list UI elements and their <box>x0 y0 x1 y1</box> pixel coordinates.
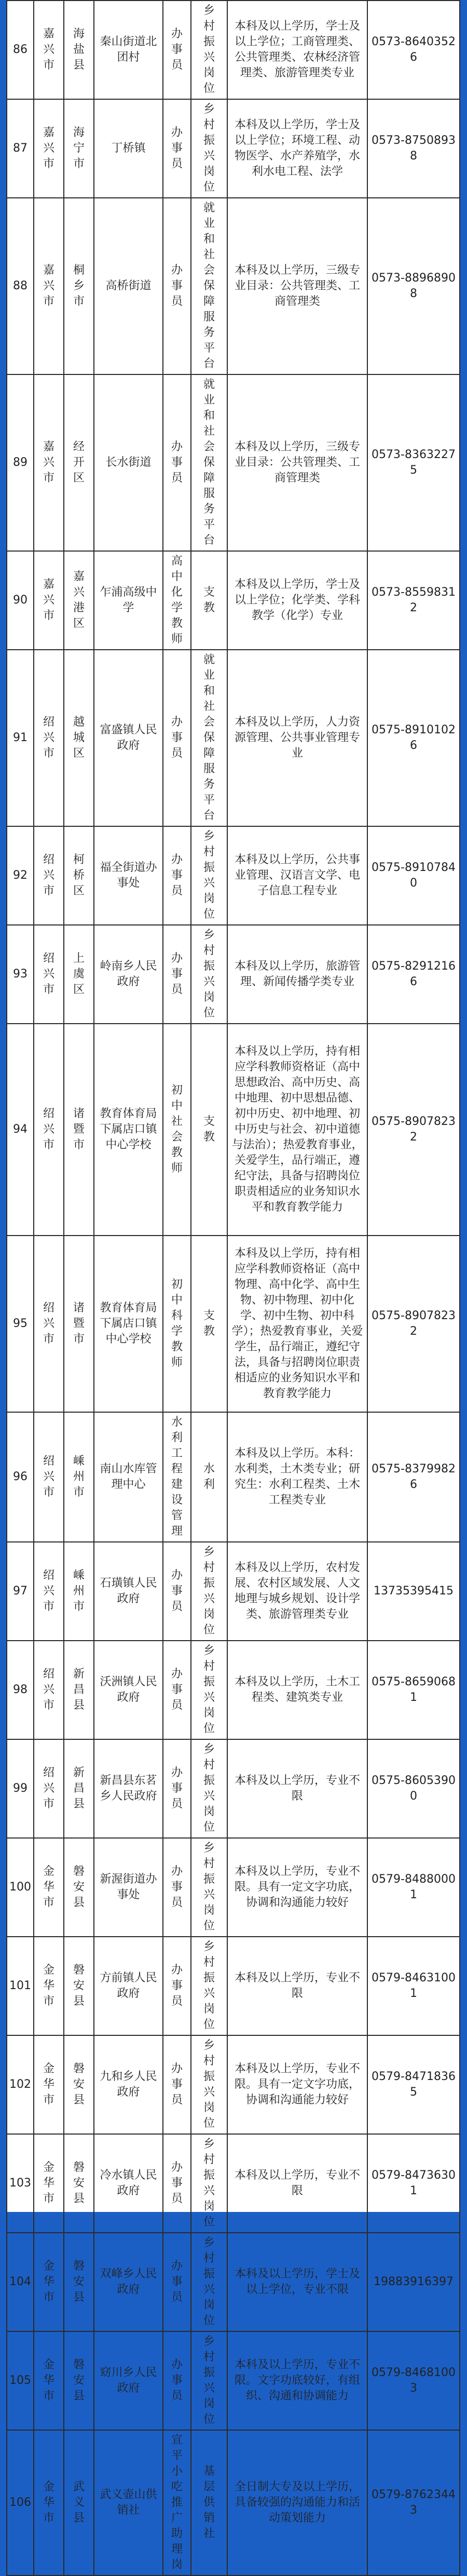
cell-city <box>34 2331 64 2430</box>
cell-post-type-text: 办事员 <box>171 28 183 72</box>
cell-county <box>64 1412 94 1542</box>
cell-post-text: 乡村振兴岗位 <box>203 1546 215 1636</box>
cell-county <box>64 2035 94 2134</box>
cell-city <box>34 374 64 551</box>
cell-post-text: 乡村振兴岗位 <box>203 2138 215 2229</box>
cell-post-type <box>163 826 191 925</box>
cell-post-text: 乡村振兴岗位 <box>203 1842 215 1933</box>
cell-post-type-text: 宣平小吃推广助理岗 <box>171 2434 183 2571</box>
cell-number: 93 <box>7 925 34 1024</box>
cell-county-text: 柯桥区 <box>73 853 85 897</box>
recruitment-table <box>6 0 460 2576</box>
cell-post-type <box>163 374 191 551</box>
cell-number: 95 <box>7 1236 34 1412</box>
cell-county-text: 磐安县 <box>73 2358 85 2403</box>
cell-county-text: 武义县 <box>73 2480 85 2525</box>
cell-post-text: 乡村振兴岗位 <box>203 1940 215 2031</box>
cell-city-text: 绍兴市 <box>43 1302 54 1346</box>
cell-city <box>34 2430 64 2575</box>
cell-post <box>191 650 227 826</box>
cell-phone: 0575-83799826 <box>367 1412 460 1542</box>
cell-post-type-text: 办事员 <box>171 126 183 170</box>
cell-city-text: 嘉兴市 <box>43 264 54 308</box>
cell-requirements: 本科及以上学历，专业不限 <box>227 1739 367 1838</box>
cell-post-type <box>163 1024 191 1236</box>
cell-city-text: 金华市 <box>43 1964 54 2008</box>
cell-unit: 双峰乡人民政府 <box>94 2233 163 2331</box>
cell-county <box>64 826 94 925</box>
table-row <box>7 1937 460 2035</box>
cell-number: 100 <box>7 1838 34 1937</box>
cell-requirements: 本科及以上学历，学士及以上学位；环境工程、动物医学、水产养殖学，水利水电工程、法学 <box>227 99 367 198</box>
cell-county-text: 嵊州市 <box>73 1455 85 1499</box>
cell-requirements: 本科及以上学历，人力资源管理、公共事业管理专业 <box>227 650 367 826</box>
cell-post-type <box>163 1412 191 1542</box>
cell-phone: 0575-89078232 <box>367 1236 460 1412</box>
cell-unit: 秦山街道北团村 <box>94 1 163 99</box>
cell-requirements: 本科及以上学历，学士及以上学位；工商管理类、公共管理类、农林经济管理类、旅游管理类专业 <box>227 1 367 99</box>
cell-county-text: 海盐县 <box>73 28 85 72</box>
cell-city <box>34 2035 64 2134</box>
cell-county-text: 磐安县 <box>73 2161 85 2205</box>
cell-post <box>191 2134 227 2233</box>
cell-post-text: 乡村振兴岗位 <box>203 830 215 921</box>
cell-number: 103 <box>7 2134 34 2233</box>
cell-city-text: 绍兴市 <box>43 853 54 897</box>
cell-post-type <box>163 198 191 374</box>
cell-county-text: 海宁市 <box>73 126 85 170</box>
cell-county <box>64 198 94 374</box>
cell-number: 86 <box>7 1 34 99</box>
cell-post-type <box>163 925 191 1024</box>
cell-unit: 教育体育局下属店口镇中心学校 <box>94 1236 163 1412</box>
cell-city <box>34 1542 64 1641</box>
cell-post-type <box>163 2331 191 2430</box>
cell-county <box>64 1937 94 2035</box>
table-row <box>7 650 460 826</box>
table-row <box>7 1838 460 1937</box>
cell-post <box>191 374 227 551</box>
cell-post-type-text: 办事员 <box>171 2161 183 2205</box>
cell-phone: 0575-86053900 <box>367 1739 460 1838</box>
cell-city <box>34 650 64 826</box>
cell-county <box>64 2134 94 2233</box>
cell-post-text: 乡村振兴岗位 <box>203 2039 215 2130</box>
cell-county <box>64 1838 94 1937</box>
cell-post-text: 乡村振兴岗位 <box>203 1644 215 1735</box>
cell-phone: 0573-87508938 <box>367 99 460 198</box>
cell-post <box>191 925 227 1024</box>
document-page <box>6 0 459 2571</box>
cell-requirements: 本科及以上学历，旅游管理、新闻传播学类专业 <box>227 925 367 1024</box>
cell-phone: 0575-89078232 <box>367 1024 460 1236</box>
cell-city <box>34 198 64 374</box>
table-row <box>7 826 460 925</box>
cell-phone: 0575-86590681 <box>367 1641 460 1739</box>
cell-county-text: 磐安县 <box>73 2062 85 2107</box>
cell-unit: 福全街道办事处 <box>94 826 163 925</box>
cell-requirements: 本科及以上学历，专业不限 <box>227 2134 367 2233</box>
cell-phone: 0573-86403526 <box>367 1 460 99</box>
cell-city <box>34 1024 64 1236</box>
cell-unit: 新昌县东茗乡人民政府 <box>94 1739 163 1838</box>
cell-post-text: 支教 <box>203 1309 215 1338</box>
cell-post <box>191 1739 227 1838</box>
cell-post-type <box>163 1937 191 2035</box>
cell-post <box>191 1641 227 1739</box>
cell-unit: 窈川乡人民政府 <box>94 2331 163 2430</box>
cell-city-text: 金华市 <box>43 1865 54 1909</box>
cell-county <box>64 1542 94 1641</box>
cell-post-text: 就业和社会保障服务平台 <box>203 653 215 822</box>
cell-unit: 方前镇人民政府 <box>94 1937 163 2035</box>
cell-requirements: 本科及以上学历。本科：水利类，土木类专业；研究生：水利工程类、土木工程类专业 <box>227 1412 367 1542</box>
cell-post-text: 乡村振兴岗位 <box>203 103 215 194</box>
cell-post-type-text: 办事员 <box>171 2062 183 2107</box>
cell-county-text: 嵊州市 <box>73 1569 85 1613</box>
cell-phone: 0579-84681003 <box>367 2331 460 2430</box>
cell-requirements: 本科及以上学历，专业不限。具有一定文字功底，协调和沟通能力较好 <box>227 2035 367 2134</box>
cell-unit: 富盛镇人民政府 <box>94 650 163 826</box>
cell-county <box>64 99 94 198</box>
cell-city-text: 绍兴市 <box>43 1766 54 1810</box>
cell-city-text: 绍兴市 <box>43 1455 54 1499</box>
cell-post-text: 支教 <box>203 586 215 614</box>
cell-requirements: 全日制大专及以上学历，具备较强的沟通能力和活动策划能力 <box>227 2430 367 2575</box>
table-row <box>7 551 460 650</box>
table-row <box>7 1 460 99</box>
table-row <box>7 1412 460 1542</box>
cell-post-type-text: 办事员 <box>171 264 183 308</box>
cell-post-type <box>163 1236 191 1412</box>
cell-city <box>34 1 64 99</box>
table-row <box>7 1641 460 1739</box>
cell-number: 89 <box>7 374 34 551</box>
cell-city <box>34 2134 64 2233</box>
cell-city <box>34 1641 64 1739</box>
table-row <box>7 2331 460 2430</box>
cell-city-text: 绍兴市 <box>43 1107 54 1151</box>
cell-city-text: 嘉兴市 <box>43 440 54 485</box>
cell-post-type-text: 初中科学教师 <box>171 1278 183 1369</box>
cell-number: 88 <box>7 198 34 374</box>
cell-post <box>191 826 227 925</box>
cell-number: 102 <box>7 2035 34 2134</box>
table-row <box>7 374 460 551</box>
cell-county-text: 新昌县 <box>73 1766 85 1810</box>
table-body <box>7 1 460 2575</box>
table-row <box>7 1542 460 1641</box>
cell-post-type-text: 办事员 <box>171 716 183 760</box>
cell-city <box>34 99 64 198</box>
cell-number: 91 <box>7 650 34 826</box>
cell-county <box>64 2430 94 2575</box>
cell-number: 96 <box>7 1412 34 1542</box>
cell-number: 98 <box>7 1641 34 1739</box>
cell-requirements: 本科及以上学历，农村发展、农村区域发展、人文地理与城乡规划、设计学类、旅游管理类专业 <box>227 1542 367 1641</box>
table-row <box>7 1024 460 1236</box>
cell-phone: 19883916397 <box>367 2233 460 2331</box>
cell-requirements: 本科及以上学历，专业不限 <box>227 1937 367 2035</box>
cell-number: 106 <box>7 2430 34 2575</box>
cell-number: 101 <box>7 1937 34 2035</box>
cell-post-text: 乡村振兴岗位 <box>203 929 215 1019</box>
table-row <box>7 198 460 374</box>
cell-requirements: 本科及以上学历，学士及以上学位，专业不限 <box>227 2233 367 2331</box>
cell-post <box>191 1236 227 1412</box>
table-row <box>7 2430 460 2575</box>
table-row <box>7 99 460 198</box>
cell-post-type <box>163 1 191 99</box>
cell-unit: 乍浦高级中学 <box>94 551 163 650</box>
cell-city-text: 金华市 <box>43 2062 54 2107</box>
cell-post-type-text: 高中化学教师 <box>171 555 183 646</box>
cell-city-text: 嘉兴市 <box>43 578 54 622</box>
cell-city-text: 金华市 <box>43 2260 54 2304</box>
cell-unit: 新渥街道办事处 <box>94 1838 163 1937</box>
cell-city <box>34 1412 64 1542</box>
cell-post-text: 乡村振兴岗位 <box>203 2236 215 2327</box>
cell-requirements: 本科及以上学历，公共事业管理、汉语言文学、电子信息工程专业 <box>227 826 367 925</box>
table-row <box>7 1739 460 1838</box>
cell-unit: 武义壶山供销社 <box>94 2430 163 2575</box>
cell-unit: 丁桥镇 <box>94 99 163 198</box>
table-row <box>7 2233 460 2331</box>
cell-county <box>64 1 94 99</box>
cell-requirements: 本科及以上学历，专业不限。具有一定文字功底，协调和沟通能力较好 <box>227 1838 367 1937</box>
cell-post <box>191 1024 227 1236</box>
cell-post-type-text: 办事员 <box>171 2260 183 2304</box>
cell-phone: 0573-83632275 <box>367 374 460 551</box>
table-row <box>7 2035 460 2134</box>
cell-city-text: 绍兴市 <box>43 952 54 996</box>
cell-post-type-text: 办事员 <box>171 1964 183 2008</box>
cell-post-text: 水利 <box>203 1463 215 1491</box>
cell-post-type-text: 办事员 <box>171 440 183 485</box>
cell-post-type <box>163 1739 191 1838</box>
cell-unit: 岭南乡人民政府 <box>94 925 163 1024</box>
cell-unit: 教育体育局下属店口镇中心学校 <box>94 1024 163 1236</box>
cell-county <box>64 1024 94 1236</box>
cell-requirements: 本科及以上学历，土木工程类、建筑类专业 <box>227 1641 367 1739</box>
cell-post-type-text: 办事员 <box>171 1569 183 1613</box>
cell-post-type-text: 办事员 <box>171 952 183 996</box>
cell-post-text: 乡村振兴岗位 <box>203 1743 215 1834</box>
cell-requirements: 本科及以上学历，持有相应学科教师资格证（高中物理、高中化学、高中生物、初中物理、初中化学、初中生物、初中科学）；热爱教育事业，关爱学生，品行端正，遵纪守法，具备与招聘岗位职责相适应的业务知识水平和教育教学能力 <box>227 1236 367 1412</box>
cell-number: 90 <box>7 551 34 650</box>
cell-post-type <box>163 1838 191 1937</box>
cell-city <box>34 826 64 925</box>
cell-unit: 冷水镇人民政府 <box>94 2134 163 2233</box>
cell-county-text: 磐安县 <box>73 1964 85 2008</box>
cell-phone: 0575-89101026 <box>367 650 460 826</box>
cell-number: 87 <box>7 99 34 198</box>
cell-county <box>64 374 94 551</box>
cell-phone: 0575-89107840 <box>367 826 460 925</box>
cell-requirements: 本科及以上学历，持有相应学科教师资格证（高中思想政治、高中历史、高中地理、初中思想品德、初中历史、初中地理、初中历史与社会、初中道德与法治）；热爱教育事业，关爱学生，品行端正，遵纪守法，具备与招聘岗位职责相适应的业务知识水平和教育教学能力 <box>227 1024 367 1236</box>
cell-post-type <box>163 1542 191 1641</box>
cell-post <box>191 2331 227 2430</box>
cell-county-text: 诸暨市 <box>73 1107 85 1151</box>
cell-county-text: 桐乡市 <box>73 264 85 308</box>
cell-post-type-text: 办事员 <box>171 853 183 897</box>
cell-city-text: 绍兴市 <box>43 1569 54 1613</box>
cell-post-text: 就业和社会保障服务平台 <box>203 378 215 547</box>
cell-county-text: 嘉兴港区 <box>73 570 85 630</box>
cell-phone: 0579-84736301 <box>367 2134 460 2233</box>
cell-post <box>191 1838 227 1937</box>
cell-number: 97 <box>7 1542 34 1641</box>
cell-number: 105 <box>7 2331 34 2430</box>
cell-post-type <box>163 650 191 826</box>
cell-county-text: 经开区 <box>73 440 85 485</box>
cell-unit: 石璜镇人民政府 <box>94 1542 163 1641</box>
cell-unit: 长水街道 <box>94 374 163 551</box>
cell-requirements: 本科及以上学历，三级专业目录：公共管理类、工商管理类 <box>227 198 367 374</box>
cell-county-text: 新昌县 <box>73 1668 85 1712</box>
cell-post-type <box>163 1641 191 1739</box>
cell-post-text: 基层供销社 <box>203 2465 215 2540</box>
cell-county <box>64 650 94 826</box>
cell-number: 94 <box>7 1024 34 1236</box>
cell-post <box>191 551 227 650</box>
cell-unit: 沃洲镇人民政府 <box>94 1641 163 1739</box>
cell-phone: 13735395415 <box>367 1542 460 1641</box>
cell-city <box>34 551 64 650</box>
cell-post <box>191 1937 227 2035</box>
cell-post-type-text: 办事员 <box>171 1865 183 1909</box>
cell-post-type <box>163 2430 191 2575</box>
cell-requirements: 本科及以上学历，学士及以上学位；化学类、学科教学（化学）专业 <box>227 551 367 650</box>
cell-phone: 0579-84631001 <box>367 1937 460 2035</box>
cell-unit: 九和乡人民政府 <box>94 2035 163 2134</box>
cell-city <box>34 1236 64 1412</box>
cell-county <box>64 1236 94 1412</box>
cell-post-text: 乡村振兴岗位 <box>203 4 215 95</box>
cell-city-text: 嘉兴市 <box>43 126 54 170</box>
cell-county <box>64 2331 94 2430</box>
cell-city-text: 嘉兴市 <box>43 28 54 72</box>
cell-phone: 0573-85598312 <box>367 551 460 650</box>
table-row <box>7 2134 460 2233</box>
cell-post-text: 支教 <box>203 1115 215 1144</box>
cell-requirements: 本科及以上学历，三级专业目录：公共管理类、工商管理类 <box>227 374 367 551</box>
cell-post-type <box>163 2035 191 2134</box>
cell-number: 99 <box>7 1739 34 1838</box>
cell-post-type-text: 初中社会教师 <box>171 1084 183 1175</box>
cell-city <box>34 2233 64 2331</box>
cell-post-type-text: 办事员 <box>171 2358 183 2403</box>
cell-county <box>64 925 94 1024</box>
cell-county-text: 磐安县 <box>73 1865 85 1909</box>
cell-number: 104 <box>7 2233 34 2331</box>
cell-county-text: 上虞区 <box>73 952 85 996</box>
cell-city-text: 金华市 <box>43 2161 54 2205</box>
cell-post <box>191 99 227 198</box>
cell-number: 92 <box>7 826 34 925</box>
cell-county-text: 磐安县 <box>73 2260 85 2304</box>
cell-city-text: 金华市 <box>43 2480 54 2525</box>
cell-unit: 高桥街道 <box>94 198 163 374</box>
cell-city <box>34 1739 64 1838</box>
cell-post <box>191 1412 227 1542</box>
cell-city-text: 绍兴市 <box>43 1668 54 1712</box>
cell-city <box>34 925 64 1024</box>
cell-post-type <box>163 2134 191 2233</box>
cell-unit: 南山水库管理中心 <box>94 1412 163 1542</box>
cell-county-text: 诸暨市 <box>73 1302 85 1346</box>
cell-post <box>191 2233 227 2331</box>
cell-city <box>34 1838 64 1937</box>
table-row <box>7 1236 460 1412</box>
cell-county <box>64 2233 94 2331</box>
cell-post-type-text: 办事员 <box>171 1668 183 1712</box>
cell-post <box>191 198 227 374</box>
table-row <box>7 925 460 1024</box>
cell-city-text: 金华市 <box>43 2358 54 2403</box>
cell-county-text: 越城区 <box>73 716 85 760</box>
cell-post-type <box>163 551 191 650</box>
cell-phone: 0579-84718365 <box>367 2035 460 2134</box>
cell-phone: 0573-88968908 <box>367 198 460 374</box>
cell-post-type <box>163 99 191 198</box>
cell-post <box>191 2430 227 2575</box>
cell-county <box>64 1641 94 1739</box>
cell-post <box>191 2035 227 2134</box>
cell-county <box>64 1739 94 1838</box>
cell-post <box>191 1 227 99</box>
cell-requirements: 本科及以上学历，专业不限。文字功底较好，有组织、沟通和协调能力 <box>227 2331 367 2430</box>
cell-post-text: 乡村振兴岗位 <box>203 2335 215 2426</box>
cell-post-type-text: 办事员 <box>171 1766 183 1810</box>
cell-post-type <box>163 2233 191 2331</box>
cell-post-type-text: 水利工程建设管理 <box>171 1416 183 1538</box>
cell-city-text: 绍兴市 <box>43 716 54 760</box>
cell-city <box>34 1937 64 2035</box>
cell-phone: 0579-87623443 <box>367 2430 460 2575</box>
cell-phone: 0579-84880001 <box>367 1838 460 1937</box>
cell-phone: 0575-82912166 <box>367 925 460 1024</box>
cell-post <box>191 1542 227 1641</box>
cell-post-text: 就业和社会保障服务平台 <box>203 202 215 370</box>
cell-county <box>64 551 94 650</box>
